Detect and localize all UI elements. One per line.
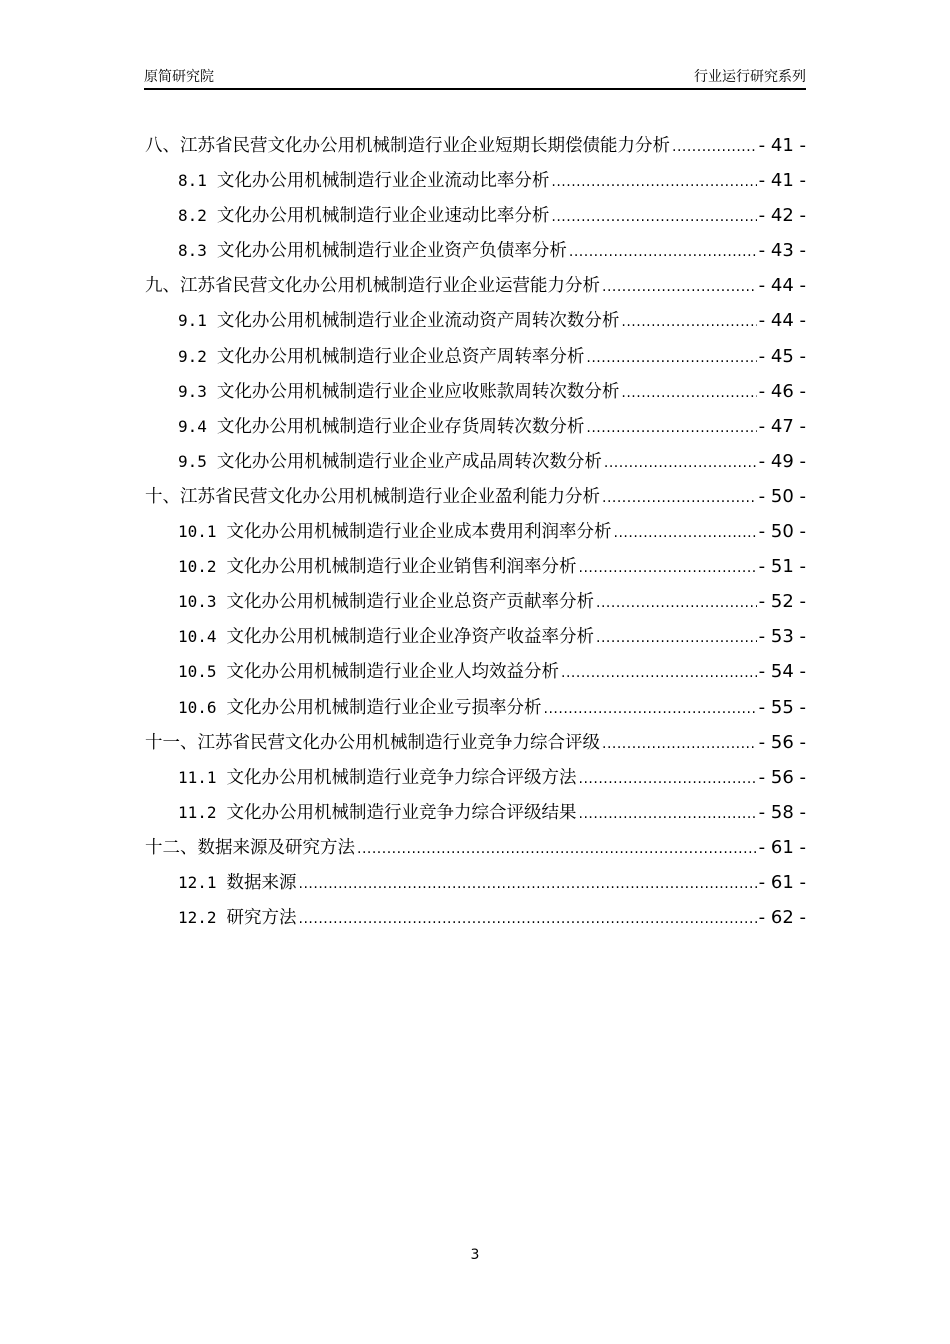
toc-entry-page: - 44 - <box>758 310 806 332</box>
toc-entry-page: - 61 - <box>758 836 806 858</box>
dot-leader <box>602 490 757 506</box>
dot-leader <box>579 560 757 576</box>
toc-entry-page: - 53 - <box>758 626 806 648</box>
toc-entry[interactable] <box>145 343 806 378</box>
dot-leader <box>672 139 757 155</box>
toc-entry-number: 10.2 <box>178 557 217 577</box>
toc-entry-title: 文化办公用机械制造行业竞争力综合评级方法 <box>226 767 577 788</box>
dot-leader <box>299 911 757 927</box>
dot-leader <box>586 350 756 366</box>
page-header <box>144 66 806 90</box>
toc-entry-page: - 50 - <box>758 485 806 507</box>
dot-leader <box>551 209 756 225</box>
dot-leader <box>569 244 757 260</box>
toc-entry-number: 12.2 <box>178 908 217 928</box>
toc-entry-title: 九、江苏省民营文化办公用机械制造行业企业运营能力分析 <box>145 276 600 297</box>
toc-entry-number: 10.1 <box>178 522 217 542</box>
dot-leader <box>596 630 757 646</box>
toc-entry-page: - 61 - <box>758 871 806 893</box>
toc-entry-page: - 51 - <box>758 556 806 578</box>
toc-entry-page: - 41 - <box>758 135 806 156</box>
toc-entry-page: - 43 - <box>758 240 806 262</box>
dot-leader <box>551 174 756 190</box>
toc-entry[interactable] <box>145 869 806 904</box>
toc-entry-title: 文化办公用机械制造行业企业应收账款周转次数分析 <box>216 381 620 402</box>
toc-entry-page: - 62 - <box>758 907 806 929</box>
toc-entry-page: - 54 - <box>758 661 806 683</box>
toc-entry[interactable] <box>145 834 806 869</box>
header-series: 行业运行研究系列 <box>694 69 806 85</box>
toc-entry-number: 8.3 <box>178 241 207 261</box>
dot-leader <box>614 525 757 541</box>
toc-entry[interactable] <box>145 553 806 588</box>
toc-entry-page: - 49 - <box>758 450 806 472</box>
toc-entry-title: 文化办公用机械制造行业企业净资产收益率分析 <box>226 627 595 648</box>
toc-entry-title: 数据来源 <box>226 872 297 893</box>
toc-entry-number: 10.5 <box>178 662 217 682</box>
dot-leader <box>604 455 757 471</box>
toc-entry-number: 8.1 <box>178 171 207 191</box>
toc-entry-page: - 45 - <box>758 345 806 367</box>
dot-leader <box>586 420 756 436</box>
toc-entry[interactable] <box>145 378 806 413</box>
toc-entry-title: 十二、数据来源及研究方法 <box>145 837 355 858</box>
toc-entry-title: 文化办公用机械制造行业企业流动比率分析 <box>216 171 550 192</box>
toc-entry-number: 9.4 <box>178 416 207 436</box>
toc-entry-title: 文化办公用机械制造行业企业亏损率分析 <box>226 697 542 718</box>
toc-entry[interactable] <box>145 588 806 623</box>
toc-entry-page: - 56 - <box>758 766 806 788</box>
toc-entry[interactable] <box>145 307 806 342</box>
toc-entry[interactable] <box>145 272 806 307</box>
toc-entry-title: 文化办公用机械制造行业企业总资产贡献率分析 <box>226 592 595 613</box>
toc-entry-page: - 46 - <box>758 380 806 402</box>
toc-entry-page: - 58 - <box>758 801 806 823</box>
toc-entry-number: 10.3 <box>178 592 217 612</box>
dot-leader <box>561 665 757 681</box>
dot-leader <box>621 314 756 330</box>
toc-entry[interactable] <box>145 623 806 658</box>
toc-entry-title: 八、江苏省民营文化办公用机械制造行业企业短期长期偿债能力分析 <box>145 136 670 156</box>
toc-entry-number: 9.3 <box>178 381 207 401</box>
toc-entry-page: - 55 - <box>758 696 806 718</box>
toc-entry-title: 十、江苏省民营文化办公用机械制造行业企业盈利能力分析 <box>145 486 600 507</box>
toc-entry-title: 文化办公用机械制造行业竞争力综合评级结果 <box>226 802 577 823</box>
header-publisher: 原简研究院 <box>144 69 214 85</box>
toc-entry-title: 文化办公用机械制造行业企业速动比率分析 <box>216 206 550 227</box>
toc-entry-title: 文化办公用机械制造行业企业成本费用利润率分析 <box>226 522 612 543</box>
toc-entry-page: - 41 - <box>758 170 806 192</box>
toc-entry-page: - 44 - <box>758 275 806 297</box>
toc-entry-number: 10.6 <box>178 697 217 717</box>
toc-entry[interactable] <box>145 413 806 448</box>
toc-entry-number: 12.1 <box>178 872 217 892</box>
dot-leader <box>602 279 757 295</box>
dot-leader <box>596 595 757 611</box>
dot-leader <box>544 701 757 717</box>
toc-entry-page: - 47 - <box>758 415 806 437</box>
dot-leader <box>357 841 757 857</box>
toc-entry[interactable] <box>145 448 806 483</box>
toc-entry[interactable] <box>145 729 806 764</box>
toc-entry[interactable] <box>145 483 806 518</box>
toc-entry-page: - 50 - <box>758 521 806 543</box>
dot-leader <box>299 876 757 892</box>
toc-entry[interactable] <box>145 518 806 553</box>
toc-entry-title: 文化办公用机械制造行业企业存货周转次数分析 <box>216 416 585 437</box>
toc-entry[interactable] <box>145 904 806 939</box>
toc-entry[interactable] <box>145 799 806 834</box>
toc-entry-title: 文化办公用机械制造行业企业总资产周转率分析 <box>216 346 585 367</box>
toc-entry-number: 9.5 <box>178 451 207 471</box>
dot-leader <box>602 736 757 752</box>
toc-entry-title: 文化办公用机械制造行业企业流动资产周转次数分析 <box>216 311 620 332</box>
dot-leader <box>579 806 757 822</box>
toc-entry-title: 文化办公用机械制造行业企业人均效益分析 <box>226 662 560 683</box>
toc-entry-title: 研究方法 <box>226 908 297 929</box>
dot-leader <box>579 771 757 787</box>
toc-entry-title: 文化办公用机械制造行业企业销售利润率分析 <box>226 557 577 578</box>
toc-entry-title: 文化办公用机械制造行业企业产成品周转次数分析 <box>216 451 602 472</box>
toc-entry-page: - 42 - <box>758 205 806 227</box>
toc-entry-page: - 56 - <box>758 731 806 753</box>
toc-entry-title: 十一、江苏省民营文化办公用机械制造行业竞争力综合评级 <box>145 732 600 753</box>
toc-entry-title: 文化办公用机械制造行业企业资产负债率分析 <box>216 241 567 262</box>
toc-entry[interactable] <box>145 694 806 729</box>
toc-entry[interactable] <box>145 658 806 693</box>
toc-entry[interactable] <box>145 167 806 202</box>
toc-entry[interactable] <box>145 132 806 167</box>
toc-entry-number: 9.1 <box>178 311 207 331</box>
toc-entry-number: 11.2 <box>178 802 217 822</box>
page-number: 3 <box>470 1247 480 1263</box>
toc-entry[interactable] <box>145 237 806 272</box>
toc-entry-number: 10.4 <box>178 627 217 647</box>
dot-leader <box>621 385 756 401</box>
toc-entry-number: 8.2 <box>178 206 207 226</box>
toc-entry[interactable] <box>145 764 806 799</box>
toc-entry-number: 11.1 <box>178 767 217 787</box>
toc-entry-page: - 52 - <box>758 591 806 613</box>
table-of-contents <box>145 132 806 939</box>
toc-entry-number: 9.2 <box>178 346 207 366</box>
toc-entry[interactable] <box>145 202 806 237</box>
